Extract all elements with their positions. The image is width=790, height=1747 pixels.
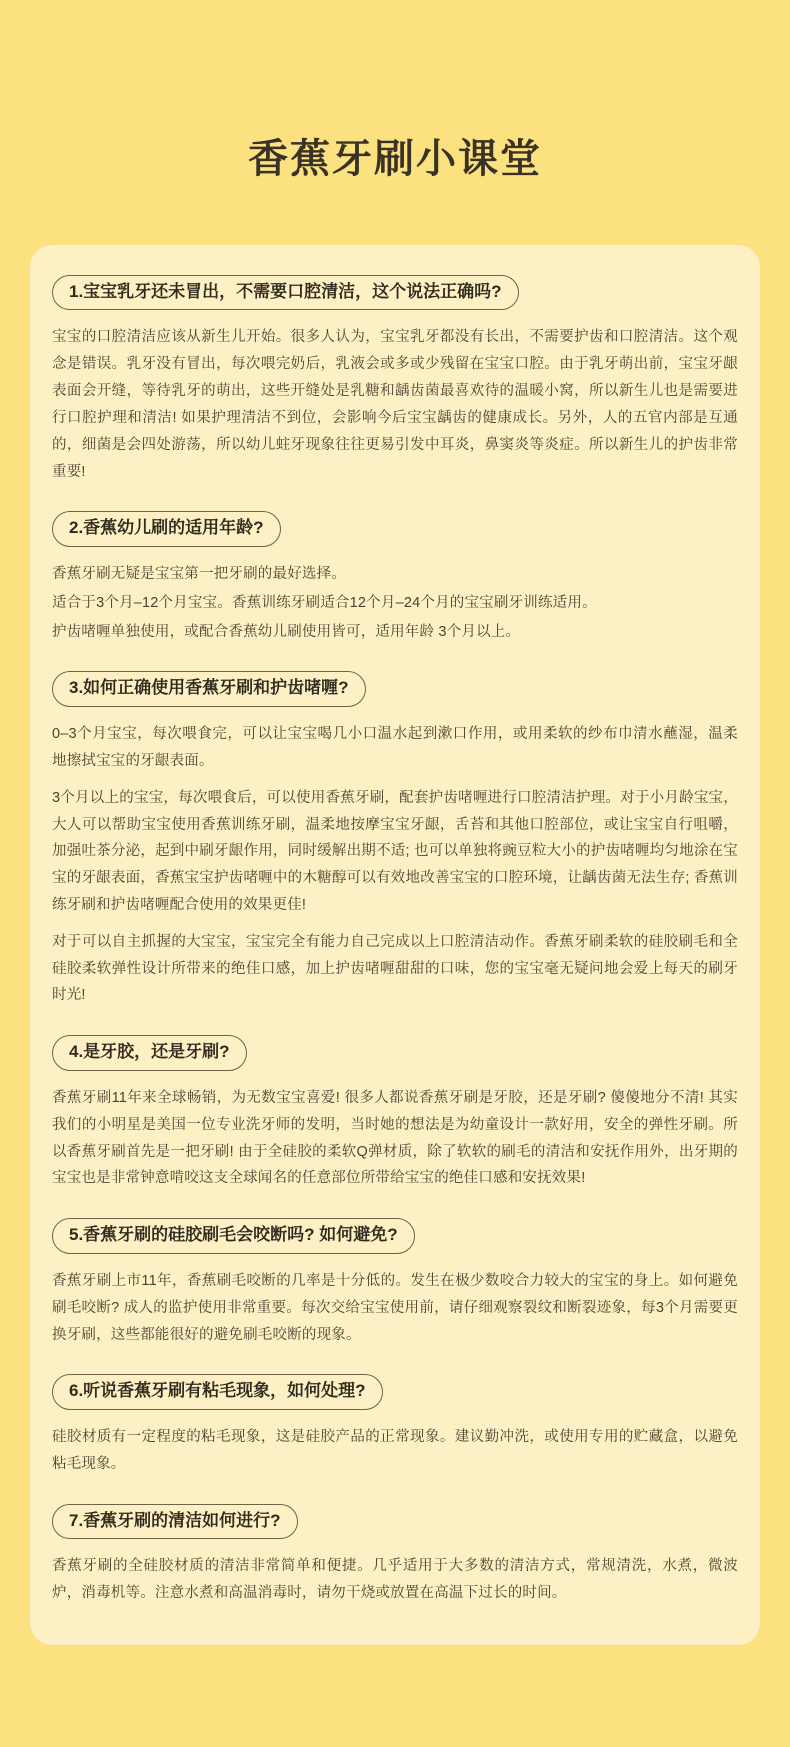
faq-answer-paragraph: 适合于3个月–12个月宝宝。香蕉训练牙刷适合12个月–24个月的宝宝刷牙训练适用。: [52, 594, 597, 611]
faq-question-4: 4.是牙胶，还是牙刷?: [52, 1035, 247, 1071]
faq-answer-paragraph: 宝宝的口腔清洁应该从新生儿开始。很多人认为，宝宝乳牙都没有长出，不需要护齿和口腔清洁。这个观念是错误。乳牙没有冒出，每次喂完奶后，乳液会或多或少残留在宝宝口腔。由于乳牙萌出前，宝宝牙龈表面会开缝，等待乳牙的萌出，这些开缝处是乳糖和龋齿菌最喜欢待的温暖小窝，所以新生儿也是需要进行口腔护理和清洁! 如果护理清洁不到位，会影响今后宝宝龋齿的健康成长。另外，人的五官内部是互通的，细菌是会四处游荡，所以幼儿蛀牙现象往往更易引发中耳炎，鼻窦炎等炎症。所以新生儿的护齿非常重要!: [52, 329, 738, 480]
faq-answer-paragraph: 香蕉牙刷的全硅胶材质的清洁非常简单和便捷。几乎适用于大多数的清洁方式，常规清洗，水煮，微波炉，消毒机等。注意水煮和高温消毒时，请勿干烧或放置在高温下过长的时间。: [52, 1558, 738, 1602]
page-root: [0, 27, 790, 1747]
faq-answer-paragraph: 香蕉牙刷11年来全球畅销，为无数宝宝喜爱! 很多人都说香蕉牙刷是牙胶，还是牙刷? 傻傻地分不清! 其实我们的小明星是美国一位专业洗牙师的发明，当时她的想法是为幼童设计一款好用，安全的弹性牙刷。所以香蕉牙刷首先是一把牙刷! 由于全硅胶的柔软Q弹材质，除了软软的刷毛的清洁和安抚作用外，出牙期的宝宝也是非常钟意啃咬这支全球闻名的任意部位所带给宝宝的绝佳口感和安抚效果!: [52, 1089, 738, 1187]
faq-question-5: 5.香蕉牙刷的硅胶刷毛会咬断吗? 如何避免?: [52, 1218, 415, 1254]
faq-item-1: [52, 275, 738, 486]
faq-question-7: 7.香蕉牙刷的清洁如何进行?: [52, 1504, 298, 1540]
faq-item-4: [52, 1035, 738, 1192]
page-title: 香蕉牙刷小课堂: [248, 136, 542, 181]
faq-answer-paragraph: 护齿啫喱单独使用，或配合香蕉幼儿刷使用皆可，适用年龄 3个月以上。: [52, 623, 521, 640]
faq-question-6: 6.听说香蕉牙刷有粘毛现象，如何处理?: [52, 1374, 383, 1410]
faq-answer-paragraph: 0–3个月宝宝，每次喂食完，可以让宝宝喝几小口温水起到漱口作用，或用柔软的纱布巾清水蘸湿，温柔地擦拭宝宝的牙龈表面。: [52, 726, 738, 769]
faq-answer-paragraph: 硅胶材质有一定程度的粘毛现象，这是硅胶产品的正常现象。建议勤冲洗，或使用专用的贮藏盒，以避免粘毛现象。: [52, 1429, 738, 1472]
faq-item-6: [52, 1374, 738, 1477]
faq-item-7: [52, 1504, 738, 1607]
faq-answer-paragraph: 香蕉牙刷上市11年，香蕉刷毛咬断的几率是十分低的。发生在极少数咬合力较大的宝宝的身上。如何避免刷毛咬断? 成人的监护使用非常重要。每次交给宝宝使用前，请仔细观察裂纹和断裂迹象，每3个月需要更换牙刷，这些都能很好的避免刷毛咬断的现象。: [52, 1272, 738, 1343]
faq-answer-paragraph: 香蕉牙刷无疑是宝宝第一把牙刷的最好选择。: [52, 566, 346, 583]
faq-question-2: 2.香蕉幼儿刷的适用年龄?: [52, 511, 281, 547]
faq-question-3: 3.如何正确使用香蕉牙刷和护齿啫喱?: [52, 671, 366, 707]
faq-item-5: [52, 1218, 738, 1348]
faq-answer-paragraph: 3个月以上的宝宝，每次喂食后，可以使用香蕉牙刷，配套护齿啫喱进行口腔清洁护理。对于小月龄宝宝，大人可以帮助宝宝使用香蕉训练牙刷，温柔地按摩宝宝牙龈，舌苔和其他口腔部位，或让宝宝自行咀嚼，加强吐茶分泌，起到中刷牙龈作用，同时缓解出期不适; 也可以单独将豌豆粒大小的护齿啫喱均匀地涂在宝宝的牙龈表面，香蕉宝宝护齿啫喱中的木糖醇可以有效地改善宝宝的口腔环境，让龋齿菌无法生存; 香蕉训练牙刷和护齿啫喱配合使用的效果更佳!: [52, 789, 738, 914]
faq-item-3: [52, 671, 738, 1009]
faq-answer-paragraph: 对于可以自主抓握的大宝宝，宝宝完全有能力自己完成以上口腔清洁动作。香蕉牙刷柔软的硅胶刷毛和全硅胶柔软弹性设计所带来的绝佳口感，加上护齿啫喱甜甜的口味，您的宝宝毫无疑问地会爱上每天的刷牙时光!: [52, 933, 738, 1004]
faq-card: [30, 245, 760, 1645]
faq-question-1: 1.宝宝乳牙还未冒出，不需要口腔清洁，这个说法正确吗?: [52, 275, 519, 311]
faq-item-2: [52, 511, 738, 645]
